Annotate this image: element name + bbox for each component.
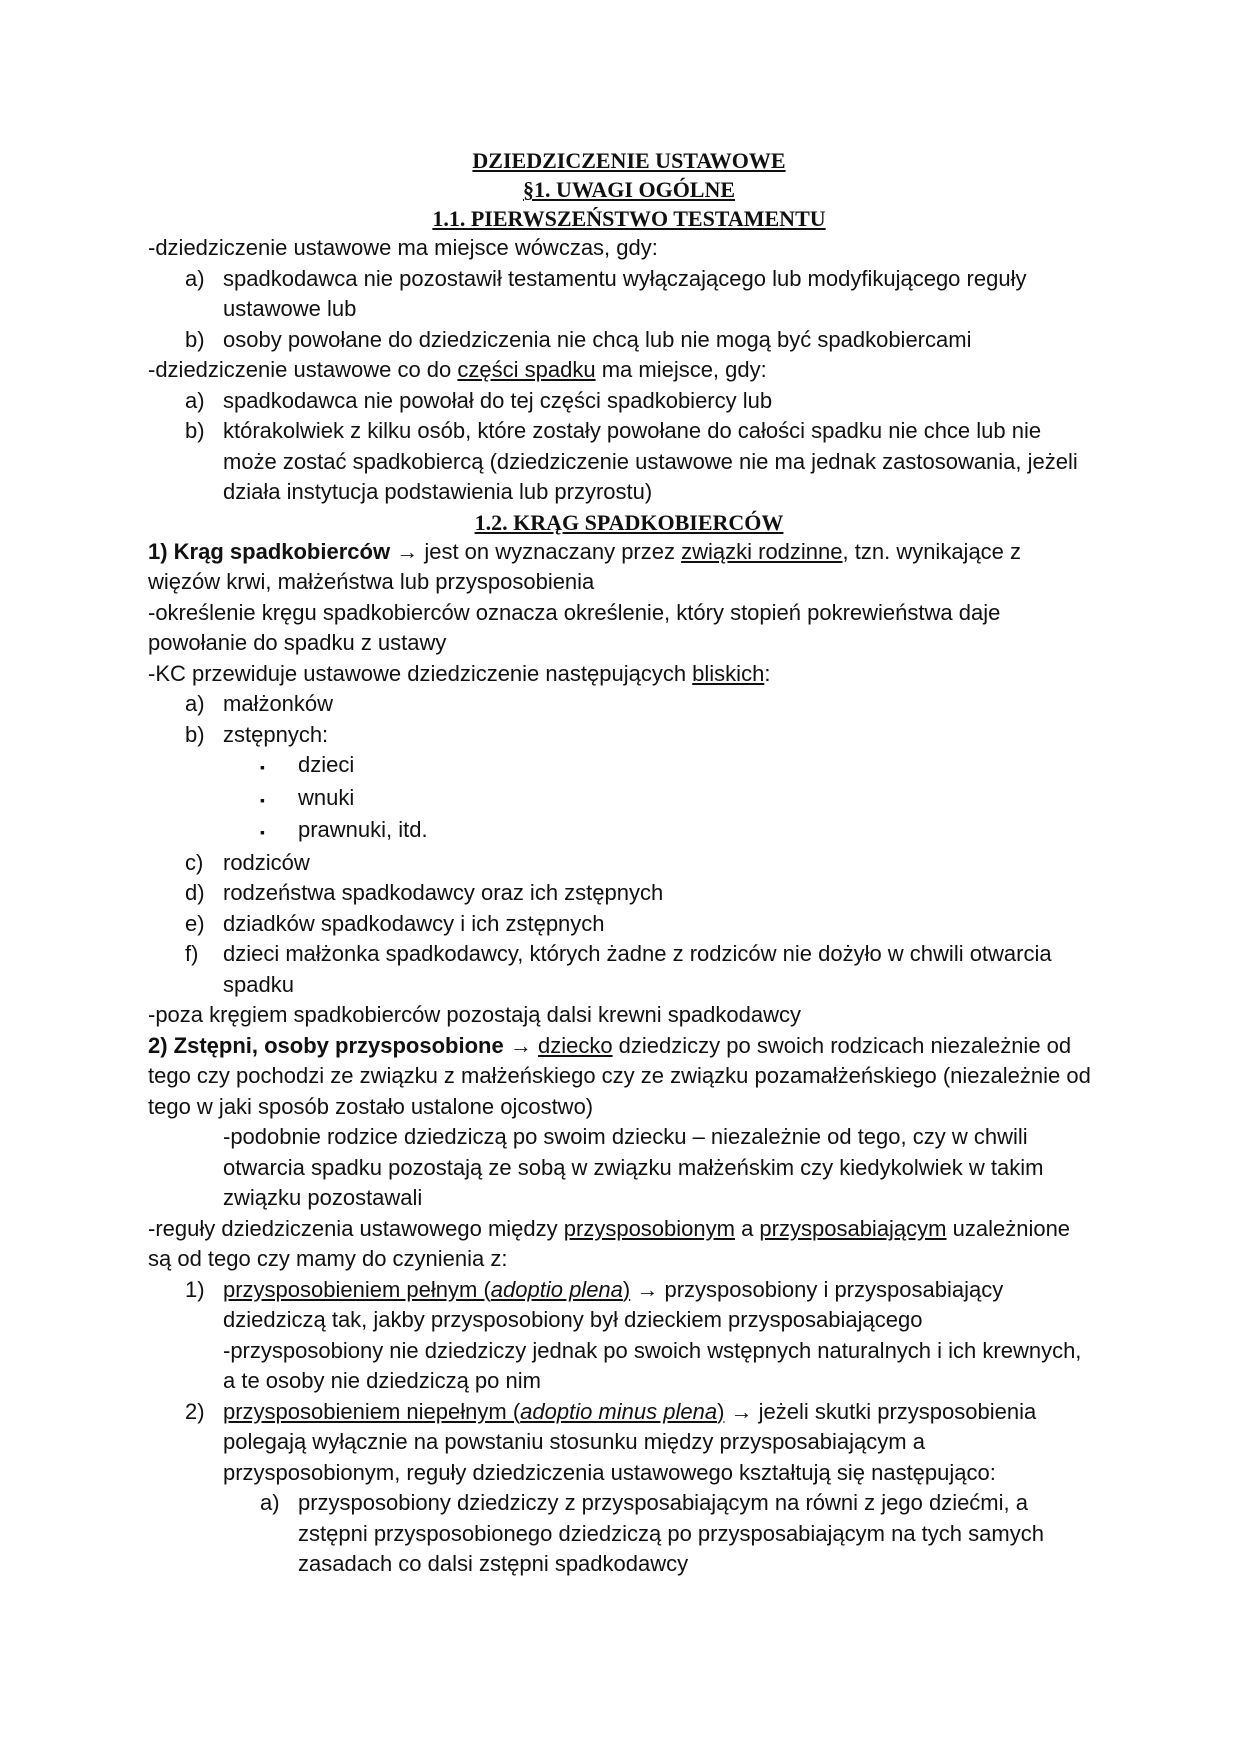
arrow-icon: →	[396, 538, 419, 564]
paragraph: -określenie kręgu spadkobierców oznacza określenie, który stopień pokrewieństwa daje powołanie do spadku z ustawy	[148, 599, 1001, 655]
paragraph	[148, 1214, 1098, 1275]
bullet-item	[148, 750, 1098, 783]
list-marker: f)	[185, 941, 199, 966]
bold-term: 1) Krąg spadkobierców	[148, 538, 391, 564]
bullet-icon: ▪	[260, 759, 265, 775]
list-text: rodzeństwa spadkodawcy oraz ich zstępnych	[223, 880, 664, 905]
item-text	[223, 1275, 1098, 1336]
list-marker: a)	[260, 1490, 280, 1515]
underlined-term: przysposabiającym	[759, 1215, 947, 1241]
item-text	[223, 1397, 1098, 1489]
paragraph	[148, 537, 1098, 598]
arrow-icon: →	[636, 1276, 659, 1302]
bullet-text: prawnuki, itd.	[298, 817, 428, 842]
underlined-term	[223, 1277, 630, 1302]
text-run: uzależnione są od tego czy mamy do czynienia z:	[148, 1215, 1071, 1271]
arrow-icon: →	[730, 1398, 753, 1424]
list-marker: b)	[185, 721, 205, 747]
text-run: :	[764, 660, 771, 686]
list-item	[148, 264, 1098, 325]
bullet-item	[148, 783, 1098, 816]
underlined-term: bliskich	[692, 660, 765, 686]
list-item	[148, 939, 1098, 1000]
list-marker: a)	[185, 265, 205, 291]
list-item	[148, 848, 1098, 879]
list-item	[148, 416, 1098, 508]
numbered-item	[148, 1397, 1098, 1489]
list-item	[148, 1488, 1098, 1580]
paragraph	[148, 1031, 1098, 1123]
italic-term: adoptio minus plena	[520, 1398, 718, 1424]
text-run: -reguły dziedziczenia ustawowego między	[148, 1215, 564, 1241]
paragraph	[148, 355, 1098, 386]
text-run: dziedziczy po swoich rodzicach niezależnie od tego czy pochodzi ze związku z małżeńskiego czy ze związku pozamałżeńskiego (niezależnie od tego w jaki sposób zostało ustalone ojcostwo)	[148, 1032, 1091, 1119]
underlined-term: związki rodzinne	[681, 538, 843, 564]
list-marker: 2)	[185, 1398, 205, 1424]
list-text: spadkodawca nie pozostawił testamentu wyłączającego lub modyfikującego reguły ustawowe lub	[223, 265, 1027, 321]
subsection-title: 1.2. KRĄG SPADKOBIERCÓW	[474, 509, 784, 535]
list-text: zstępnych:	[223, 721, 329, 747]
bold-term: 2) Zstępni, osoby przysposobione	[148, 1032, 504, 1058]
item-text: -przysposobiony nie dziedziczy jednak po swoich wstępnych naturalnych i ich krewnych, a te osoby nie dziedziczą po nim	[223, 1337, 1082, 1393]
list-item	[148, 878, 1098, 909]
text-run: -dziedziczenie ustawowe co do	[148, 357, 458, 382]
document-body	[148, 146, 1098, 1580]
underlined-term: części spadku	[457, 357, 596, 382]
list-text: dziadków spadkodawcy i ich zstępnych	[223, 910, 605, 936]
bullet-icon: ▪	[260, 824, 265, 840]
underlined-term	[223, 1399, 724, 1424]
list-marker: b)	[185, 418, 205, 443]
list-marker: a)	[185, 387, 205, 413]
text-run: )	[622, 1276, 631, 1302]
text-run: -KC przewiduje ustawowe dziedziczenie następujących	[148, 660, 693, 686]
indented-paragraph: -podobnie rodzice dziedziczą po swoim dziecku – niezależnie od tego, czy w chwili otwarcia spadku pozostają ze sobą w związku małżeńskim czy kiedykolwiek w takim związku pozostawali	[223, 1124, 1044, 1210]
list-item	[148, 325, 1098, 356]
paragraph: -dziedziczenie ustawowe ma miejsce wówczas, gdy:	[148, 235, 658, 260]
text-run: przysposobiony i przysposabiający dziedziczą tak, jakby przysposobiony był dzieckiem przysposabiającego	[223, 1276, 1004, 1332]
italic-term: adoptio plena	[490, 1276, 623, 1302]
text-run: przysposobieniem pełnym (	[223, 1276, 491, 1302]
text-run: )	[717, 1398, 725, 1424]
bullet-text: wnuki	[298, 784, 355, 810]
list-text: którakolwiek z kilku osób, które zostały powołane do całości spadku nie chce lub nie może zostać spadkobiercą (dziedziczenie ustawowe nie ma jednak zastosowania, jeżeli działa instytucja podstawienia lub przyrostu)	[223, 418, 1078, 504]
list-item	[148, 689, 1098, 720]
numbered-item	[148, 1275, 1098, 1397]
text-run: przysposobieniem niepełnym (	[223, 1398, 521, 1424]
list-text: rodziców	[223, 849, 310, 875]
list-marker: c)	[185, 849, 204, 875]
list-marker: a)	[185, 691, 205, 716]
text-run: jest on wyznaczany przez	[418, 538, 682, 564]
list-text: spadkodawca nie powołał do tej części spadkobiercy lub	[223, 387, 773, 413]
underlined-term: dziecko	[537, 1032, 613, 1058]
doc-title: DZIEDZICZENIE USTAWOWE	[472, 148, 786, 173]
list-marker: d)	[185, 880, 205, 905]
list-text: dzieci małżonka spadkodawcy, których żadne z rodziców nie dożyło w chwili otwarcia spadku	[223, 941, 1052, 997]
numbered-item-body	[223, 1397, 1098, 1489]
text-run: , tzn. wynikające z więzów krwi, małżeństwa lub przysposobienia	[148, 538, 1022, 594]
list-item	[148, 720, 1098, 751]
numbered-item-body	[223, 1275, 1098, 1397]
subsection-title: 1.1. PIERWSZEŃSTWO TESTAMENTU	[432, 206, 826, 231]
list-item	[148, 909, 1098, 940]
bullet-text: dzieci	[298, 752, 355, 777]
text-run: jeżeli skutki przysposobienia polegają wyłącznie na powstaniu stosunku między przysposabiającym a przysposobionym, reguły dziedziczenia ustawowego kształtują się następująco:	[223, 1398, 1037, 1485]
text-run: ma miejsce, gdy:	[595, 357, 767, 382]
bullet-icon: ▪	[260, 791, 265, 808]
list-marker: 1)	[185, 1276, 205, 1302]
list-text: małżonków	[223, 691, 334, 716]
underlined-term: przysposobionym	[563, 1215, 735, 1241]
list-item	[148, 386, 1098, 417]
arrow-icon: →	[509, 1032, 532, 1058]
section-title: §1. UWAGI OGÓLNE	[522, 177, 736, 202]
text-run: a	[734, 1215, 760, 1241]
list-marker: b)	[185, 326, 205, 352]
list-text: przysposobiony dziedziczy z przysposabiającym na równi z jego dziećmi, a zstępni przysposobionego dziedziczą po przysposabiającym na tych samych zasadach co dalsi zstępni spadkodawcy	[298, 1490, 1044, 1576]
paragraph	[148, 659, 1098, 690]
paragraph: -poza kręgiem spadkobierców pozostają dalsi krewni spadkodawcy	[148, 1002, 801, 1027]
list-marker: e)	[185, 910, 205, 936]
bullet-item	[148, 815, 1098, 848]
list-text: osoby powołane do dziedziczenia nie chcą lub nie mogą być spadkobiercami	[223, 326, 972, 352]
